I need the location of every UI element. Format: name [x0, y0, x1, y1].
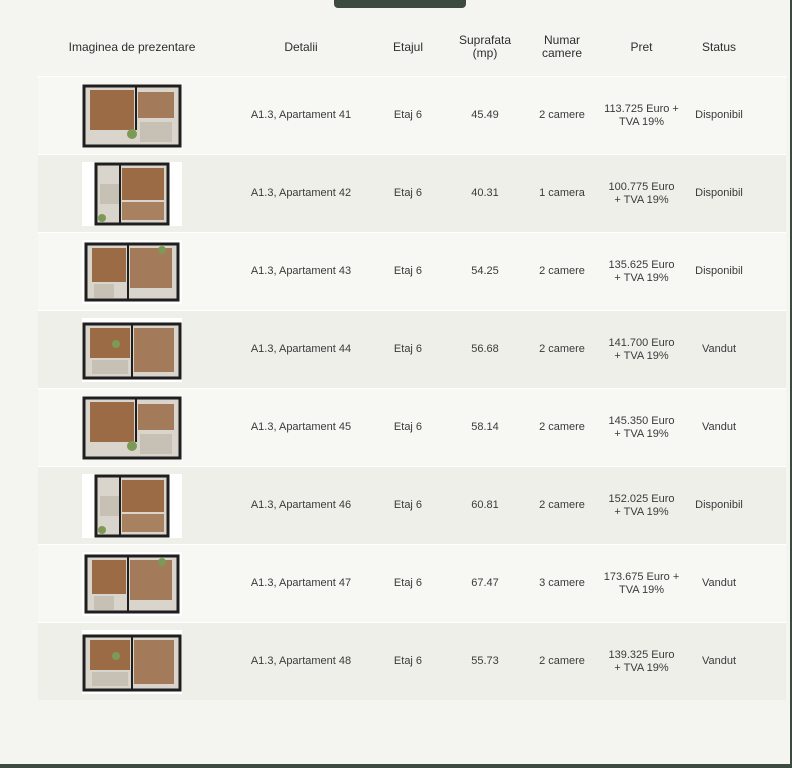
- header-image: Imaginea de prezentare: [68, 39, 196, 54]
- apartment-area: 54.25: [471, 265, 499, 277]
- table-row[interactable]: [38, 544, 786, 622]
- floorplan-image[interactable]: [82, 162, 182, 226]
- header-area-line1: Suprafata: [458, 33, 512, 47]
- apartment-status: Vandut: [701, 655, 737, 667]
- price-line1: 152.025 Euro: [608, 492, 675, 505]
- price-line1: 113.725 Euro +: [604, 102, 679, 115]
- price-line2: + TVA 19%: [614, 193, 669, 206]
- apartment-floor: Etaj 6: [393, 265, 423, 277]
- apartment-rooms: 2 camere: [539, 655, 585, 667]
- table-row[interactable]: [38, 232, 786, 310]
- apartment-floor: Etaj 6: [393, 499, 423, 511]
- price-line1: 173.675 Euro +: [603, 570, 680, 583]
- apartment-details: A1.3, Apartament 41: [250, 109, 352, 121]
- floorplan-cell: [38, 396, 226, 460]
- floorplan-cell: [38, 162, 226, 226]
- floorplan-image[interactable]: [82, 396, 182, 460]
- apartment-floor: Etaj 6: [393, 187, 423, 199]
- apartment-rooms: 2 camere: [539, 265, 585, 277]
- apartment-details: A1.3, Apartament 47: [250, 577, 352, 589]
- apartment-status: Disponibil: [695, 265, 743, 277]
- price-line2: TVA 19%: [618, 583, 665, 596]
- table-row[interactable]: [38, 154, 786, 232]
- table-row[interactable]: [38, 310, 786, 388]
- header-area-line2: (mp): [472, 46, 498, 60]
- price-line1: 141.700 Euro: [608, 336, 675, 349]
- price-line1: 100.775 Euro: [608, 180, 675, 193]
- apartment-price: [594, 649, 689, 675]
- apartment-status: Vandut: [701, 421, 737, 433]
- apartment-price: [594, 571, 689, 597]
- price-line2: + TVA 19%: [614, 271, 669, 284]
- apartment-details: A1.3, Apartament 46: [250, 499, 352, 511]
- apartment-area: 58.14: [471, 421, 499, 433]
- floorplan-image[interactable]: [82, 240, 182, 304]
- header-rooms-line1: Numar: [543, 33, 580, 47]
- apartment-area: 40.31: [471, 187, 499, 199]
- apartment-area: 56.68: [471, 343, 499, 355]
- floorplan-cell: [38, 552, 226, 616]
- table-row[interactable]: [38, 388, 786, 466]
- apartment-status: Disponibil: [695, 499, 743, 511]
- apartment-rooms: 2 camere: [539, 343, 585, 355]
- table-row[interactable]: [38, 622, 786, 700]
- apartment-details: A1.3, Apartament 45: [250, 421, 352, 433]
- apartment-details: A1.3, Apartament 42: [250, 187, 352, 199]
- floorplan-cell: [38, 630, 226, 694]
- price-line2: + TVA 19%: [614, 505, 669, 518]
- header-details: Detalii: [284, 39, 318, 54]
- floorplan-image[interactable]: [82, 318, 182, 382]
- price-line1: 145.350 Euro: [608, 414, 675, 427]
- apartment-floor: Etaj 6: [393, 343, 423, 355]
- apartment-price: [594, 415, 689, 441]
- table-row[interactable]: [38, 76, 786, 154]
- price-line2: + TVA 19%: [614, 427, 669, 440]
- apartment-details: A1.3, Apartament 44: [250, 343, 352, 355]
- table-body: [38, 76, 786, 700]
- apartment-area: 60.81: [471, 499, 499, 511]
- apartment-price: [594, 493, 689, 519]
- price-line2: TVA 19%: [618, 115, 665, 128]
- floorplan-image[interactable]: [82, 474, 182, 538]
- apartment-area: 45.49: [471, 109, 499, 121]
- apartment-area: 55.73: [471, 655, 499, 667]
- frame-bottom-edge: [0, 764, 792, 768]
- header-price: Pret: [630, 39, 653, 54]
- apartment-price: [594, 181, 689, 207]
- apartment-details: A1.3, Apartament 43: [250, 265, 352, 277]
- apartments-table: [38, 18, 786, 700]
- apartment-floor: Etaj 6: [393, 109, 423, 121]
- header-rooms: [530, 34, 594, 60]
- floorplan-cell: [38, 318, 226, 382]
- price-line2: + TVA 19%: [614, 349, 669, 362]
- apartment-price: [594, 103, 689, 129]
- apartment-floor: Etaj 6: [393, 655, 423, 667]
- floorplan-image[interactable]: [82, 630, 182, 694]
- header-rooms-line2: camere: [541, 46, 582, 60]
- table-row[interactable]: [38, 466, 786, 544]
- table-header: [38, 18, 786, 76]
- floorplan-image[interactable]: [82, 84, 182, 148]
- apartment-status: Vandut: [701, 343, 737, 355]
- apartment-price: [594, 259, 689, 285]
- price-line1: 139.325 Euro: [608, 648, 675, 661]
- apartment-rooms: 1 camera: [539, 187, 585, 199]
- apartment-status: Disponibil: [695, 109, 743, 121]
- apartment-details: A1.3, Apartament 48: [250, 655, 352, 667]
- apartment-status: Disponibil: [695, 187, 743, 199]
- apartment-price: [594, 337, 689, 363]
- apartment-floor: Etaj 6: [393, 577, 423, 589]
- header-status: Status: [701, 39, 737, 54]
- apartment-floor: Etaj 6: [393, 421, 423, 433]
- apartment-rooms: 3 camere: [539, 577, 585, 589]
- floorplan-image[interactable]: [82, 552, 182, 616]
- apartment-area: 67.47: [471, 577, 499, 589]
- floorplan-cell: [38, 240, 226, 304]
- price-line2: + TVA 19%: [614, 661, 669, 674]
- floorplan-cell: [38, 474, 226, 538]
- header-area: [440, 34, 530, 60]
- apartment-rooms: 2 camere: [539, 421, 585, 433]
- top-tab-handle: [334, 0, 466, 8]
- apartment-rooms: 2 camere: [539, 499, 585, 511]
- floorplan-cell: [38, 84, 226, 148]
- price-line1: 135.625 Euro: [608, 258, 675, 271]
- apartment-rooms: 2 camere: [539, 109, 585, 121]
- apartment-status: Vandut: [701, 577, 737, 589]
- header-floor: Etajul: [392, 39, 424, 54]
